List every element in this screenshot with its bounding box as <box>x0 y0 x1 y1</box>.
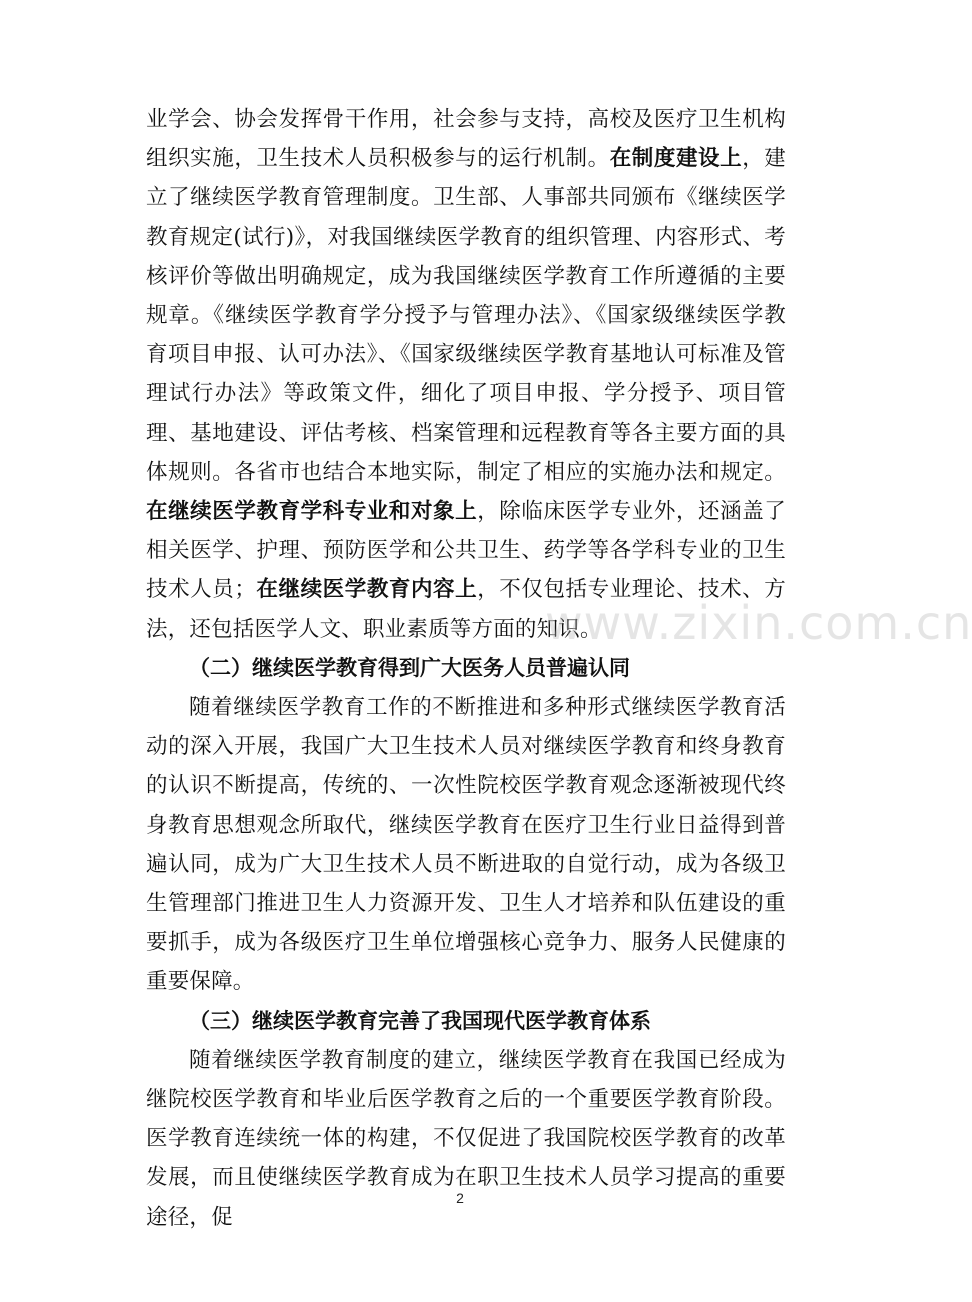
paragraph-institutional-system <box>146 100 786 649</box>
text-segment: ，建立了继续医学教育管理制度。卫生部、人事部共同颁布《继续医学教育规定(试行)》，对我国继续医学教育的组织管理、内容形式、考核评价等做出明确规定，成为我国继续医学教育工作所遵循的主要规章。《继续医学教育学分授予与管理办法》、《国家级继续医学教育项目申报、认可办法》、《国家级继续医学教育基地认可标准及管理试行办法》等政策文件，细化了项目申报、学分授予、项目管理、基地建设、评估考核、档案管理和远程教育等各主要方面的具体规则。各省市也结合本地实际，制定了相应的实施办法和规定。 <box>146 146 787 485</box>
section-heading-3: （三）继续医学教育完善了我国现代医学教育体系 <box>189 1008 651 1033</box>
paragraph-education-system: 随着继续医学教育制度的建立，继续医学教育在我国已经成为继院校医学教育和毕业后医学教育之后的一个重要医学教育阶段。医学教育连续统一体的构建，不仅促进了我国院校医学教育的改革发展，而且使继续医学教育成为在职卫生技术人员学习提高的重要途径，促 <box>146 1047 786 1230</box>
section-heading-2: （二）继续医学教育得到广大医务人员普遍认同 <box>189 655 630 680</box>
watermark: www.zixin.com.cn <box>545 596 972 650</box>
page-number: 2 <box>456 1190 464 1206</box>
bold-emphasis: 在继续医学教育内容上 <box>256 577 478 603</box>
bold-emphasis: 在继续医学教育学科专业和对象上 <box>146 499 478 525</box>
text-segment: 业学会、协会发挥骨干作用，社会参与支持，高校及医疗卫生机构组织实施，卫生技术人员积极参与的运行机制。 <box>146 107 786 172</box>
bold-emphasis: 在制度建设上 <box>609 146 743 172</box>
text-segment: ，不仅包括专业理论、技术、方法，还包括医学人文、职业素质等方面的知识。 <box>146 577 786 642</box>
document-page <box>146 100 786 1237</box>
paragraph-recognition: 随着继续医学教育工作的不断推进和多种形式继续医学教育活动的深入开展，我国广大卫生技术人员对继续医学教育和终身教育的认识不断提高，传统的、一次性院校医学教育观念逐渐被现代终身教育思想观念所取代，继续医学教育在医疗卫生行业日益得到普遍认同，成为广大卫生技术人员不断进取的自觉行动，成为各级卫生管理部门推进卫生人力资源开发、卫生人才培养和队伍建设的重要抓手，成为各级医疗卫生单位增强核心竞争力、服务人民健康的重要保障。 <box>146 695 786 995</box>
text-segment: ，除临床医学专业外，还涵盖了相关医学、护理、预防医学和公共卫生、药学等各学科专业的卫生技术人员； <box>146 499 786 603</box>
